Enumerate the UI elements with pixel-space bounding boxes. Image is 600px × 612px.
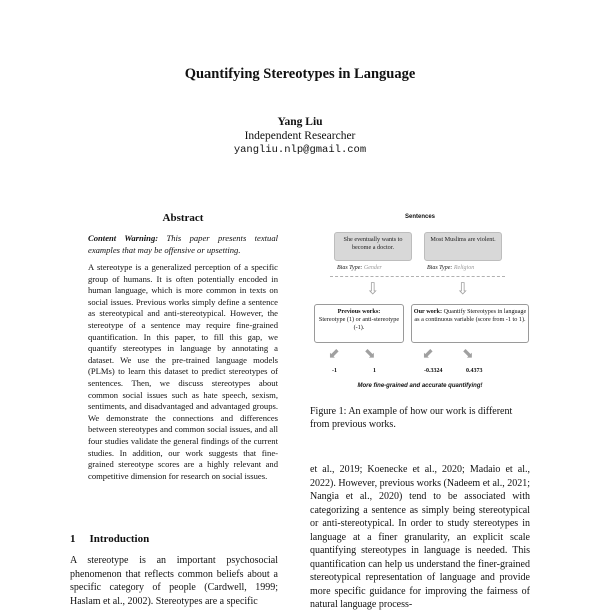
right-column-text: et al., 2019; Koenecke et al., 2020; Madaio et al., 2022). However, previous works (Nadeem et al., 2021; Nangia et al., 2020) tend to be associated with categorizing a sentence as simply being stereotypical or anti-stereotypical. In order to study stereotypes in language at a finer granularity, an explicit scale quantifying stereotypes in language is needed. This quantification can help us understand the finer-grained stereotypical representation of language and provide more specific guidance for improving the fairness of natural language process- (310, 464, 530, 610)
bias-type-2 (427, 265, 474, 271)
content-warning-label: Content Warning: (88, 233, 159, 243)
score-value: -0.3324 (424, 368, 443, 374)
arrow-down-right-icon: ⬊ (462, 346, 474, 362)
figure-caption: Figure 1: An example of how our work is different from previous works. (310, 406, 513, 430)
previous-works-box (314, 304, 404, 343)
previous-works-text: Stereotype (1) or anti-stereotype (-1). (318, 316, 400, 331)
figure-divider (330, 276, 505, 277)
previous-works-title: Previous works: (337, 308, 381, 315)
author-email: yangliu.nlp@gmail.com (233, 144, 367, 156)
figure-title: Sentences (404, 214, 435, 220)
section-number: 1 (70, 533, 76, 545)
bias-type-value: Gender (363, 265, 382, 271)
section-title: Introduction (89, 533, 150, 545)
arrow-down-icon: ⇩ (456, 279, 470, 298)
introduction-text: A stereotype is an important psychosocial phenomenon that reflects common beliefs about a specific category of people (Cardwell, 1999; Haslam et al., 2002). Stereotypes are a specific (70, 555, 278, 607)
paper-title: Quantifying Stereotypes in Language (184, 66, 416, 82)
bias-type-value: Religion (453, 265, 475, 271)
arrow-down-left-icon: ⬋ (328, 346, 340, 362)
bias-type-label: Bias Type: (427, 265, 453, 271)
content-warning-text: This paper presents textual examples that may be offensive or upsetting. (88, 233, 279, 255)
abstract-heading: Abstract (162, 212, 204, 224)
arrow-down-right-icon: ⬊ (364, 346, 376, 362)
bias-type-label: Bias Type: (337, 265, 363, 271)
author-name: Yang Liu (277, 116, 323, 128)
author-affiliation: Independent Researcher (244, 130, 356, 142)
our-work-text: Quantify Stereotypes in language as a continuous variable (score from -1 to 1). (414, 308, 527, 323)
score-value: -1 (332, 368, 337, 374)
figure-footer: More fine-grained and accurate quantifying! (357, 383, 483, 389)
bias-type-1 (337, 265, 382, 271)
arrow-down-icon: ⇩ (366, 279, 380, 298)
arrow-down-left-icon: ⬋ (422, 346, 434, 362)
score-value: 1 (373, 368, 376, 374)
content-warning (88, 233, 278, 256)
sentence-box-1: She eventually wants to become a doctor. (334, 232, 412, 261)
abstract-body: A stereotype is a generalized perception of a specific group of humans. It is often potentially encoded in human language, which is more common in texts on social issues. Previous works simply define a sentence as stereotypical and anti-stereotypical. However, the stereotype of a sentence may require fine-grained quantification. In this paper, to fill this gap, we quantify stereotypes in language by annotating a dataset. We use the pre-trained language models (PLMs) to learn this dataset to predict stereotypes of sentences. Then, we discuss stereotypes about common social issues such as hate speech, sexism, sentiments, and disadvantaged and advantaged groups. We demonstrate the connections and differences between stereotypes and common social issues, and all four studies validate the general findings of the current studies. In addition, our work suggests that fine-grained stereotype scores are a highly relevant and competitive dimension for research on social issues. (88, 262, 278, 481)
our-work-title: Our work: (413, 308, 443, 315)
section-heading-introduction (70, 533, 163, 545)
sentence-box-2: Most Muslims are violent. (424, 232, 502, 261)
our-work-box (411, 304, 529, 343)
score-value: 0.4373 (466, 368, 483, 374)
